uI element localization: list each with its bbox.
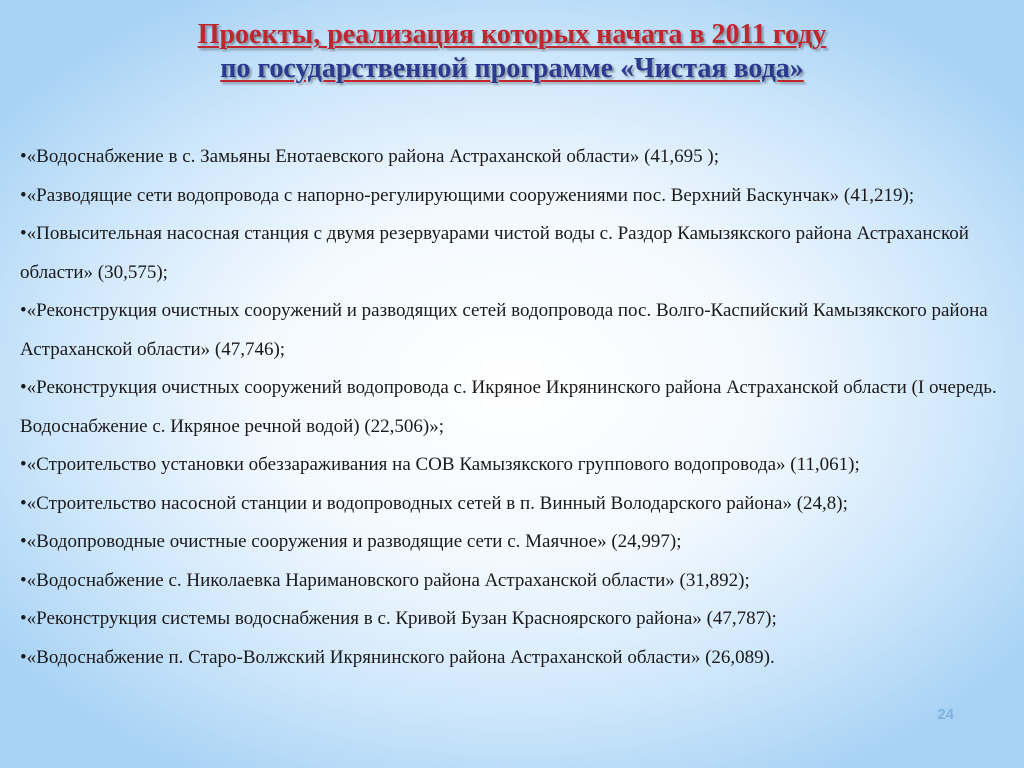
- page-number: 24: [937, 706, 954, 723]
- bullet-icon: •: [20, 300, 27, 321]
- title-line-1: Проекты, реализация которых начата в 2011 году: [197, 19, 827, 50]
- list-item: [20, 446, 1010, 485]
- title-line-2: по государственной программе «Чистая вода»: [220, 53, 804, 84]
- list-item-text: «Водоснабжение в с. Замьяны Енотаевского района Астраханской области» (41,695 );: [26, 146, 720, 167]
- bullet-icon: •: [20, 492, 27, 514]
- bullet-icon: •: [20, 146, 27, 167]
- list-item-text: «Водоснабжение п. Старо-Волжский Икрянинского района Астраханской области» (26,089).: [26, 646, 775, 668]
- list-item: [20, 485, 1010, 524]
- list-item: [20, 292, 1010, 369]
- list-item-text: «Строительство насосной станции и водопроводных сетей в п. Винный Володарского района» (24,8);: [26, 492, 848, 514]
- list-item: [20, 138, 1010, 177]
- bullet-icon: •: [20, 608, 27, 629]
- list-item: [20, 562, 1010, 601]
- bullet-icon: •: [20, 531, 27, 552]
- list-item: [20, 177, 1010, 216]
- list-item-text: «Водоснабжение с. Николаевка Наримановского района Астраханской области» (31,892);: [26, 569, 750, 591]
- list-item-text: «Повысительная насосная станция с двумя резервуарами чистой воды с. Раздор Камызякского района Астраханской области» (30,575);: [20, 223, 969, 283]
- list-item-text: «Строительство установки обеззараживания на СОВ Камызякского группового водопровода» (11,061);: [26, 454, 860, 475]
- bullet-icon: •: [20, 184, 27, 206]
- slide-title: [0, 18, 1024, 86]
- list-item-text: «Реконструкция системы водоснабжения в с. Кривой Бузан Красноярского района» (47,787);: [26, 608, 777, 629]
- bullet-icon: •: [20, 569, 27, 591]
- list-item: [20, 600, 1010, 639]
- bullet-icon: •: [20, 646, 27, 668]
- list-item: [20, 369, 1010, 446]
- project-list: [20, 138, 1010, 677]
- list-item: [20, 639, 1010, 678]
- list-item: [20, 523, 1010, 562]
- list-item-text: «Реконструкция очистных сооружений водопровода с. Икряное Икрянинского района Астраханской области (I очередь. Водоснабжение с. Икряное речной водой) (22,506)»;: [20, 377, 997, 437]
- bullet-icon: •: [20, 377, 27, 398]
- list-item-text: «Реконструкция очистных сооружений и разводящих сетей водопровода пос. Волго-Каспийский Камызякского района Астраханской области» (47,746);: [20, 300, 988, 360]
- list-item: [20, 215, 1010, 292]
- bullet-icon: •: [20, 454, 27, 475]
- list-item-text: «Водопроводные очистные сооружения и разводящие сети с. Маячное» (24,997);: [26, 531, 682, 552]
- bullet-icon: •: [20, 223, 27, 244]
- list-item-text: «Разводящие сети водопровода с напорно-регулирующими сооружениями пос. Верхний Баскунчак» (41,219);: [26, 184, 915, 206]
